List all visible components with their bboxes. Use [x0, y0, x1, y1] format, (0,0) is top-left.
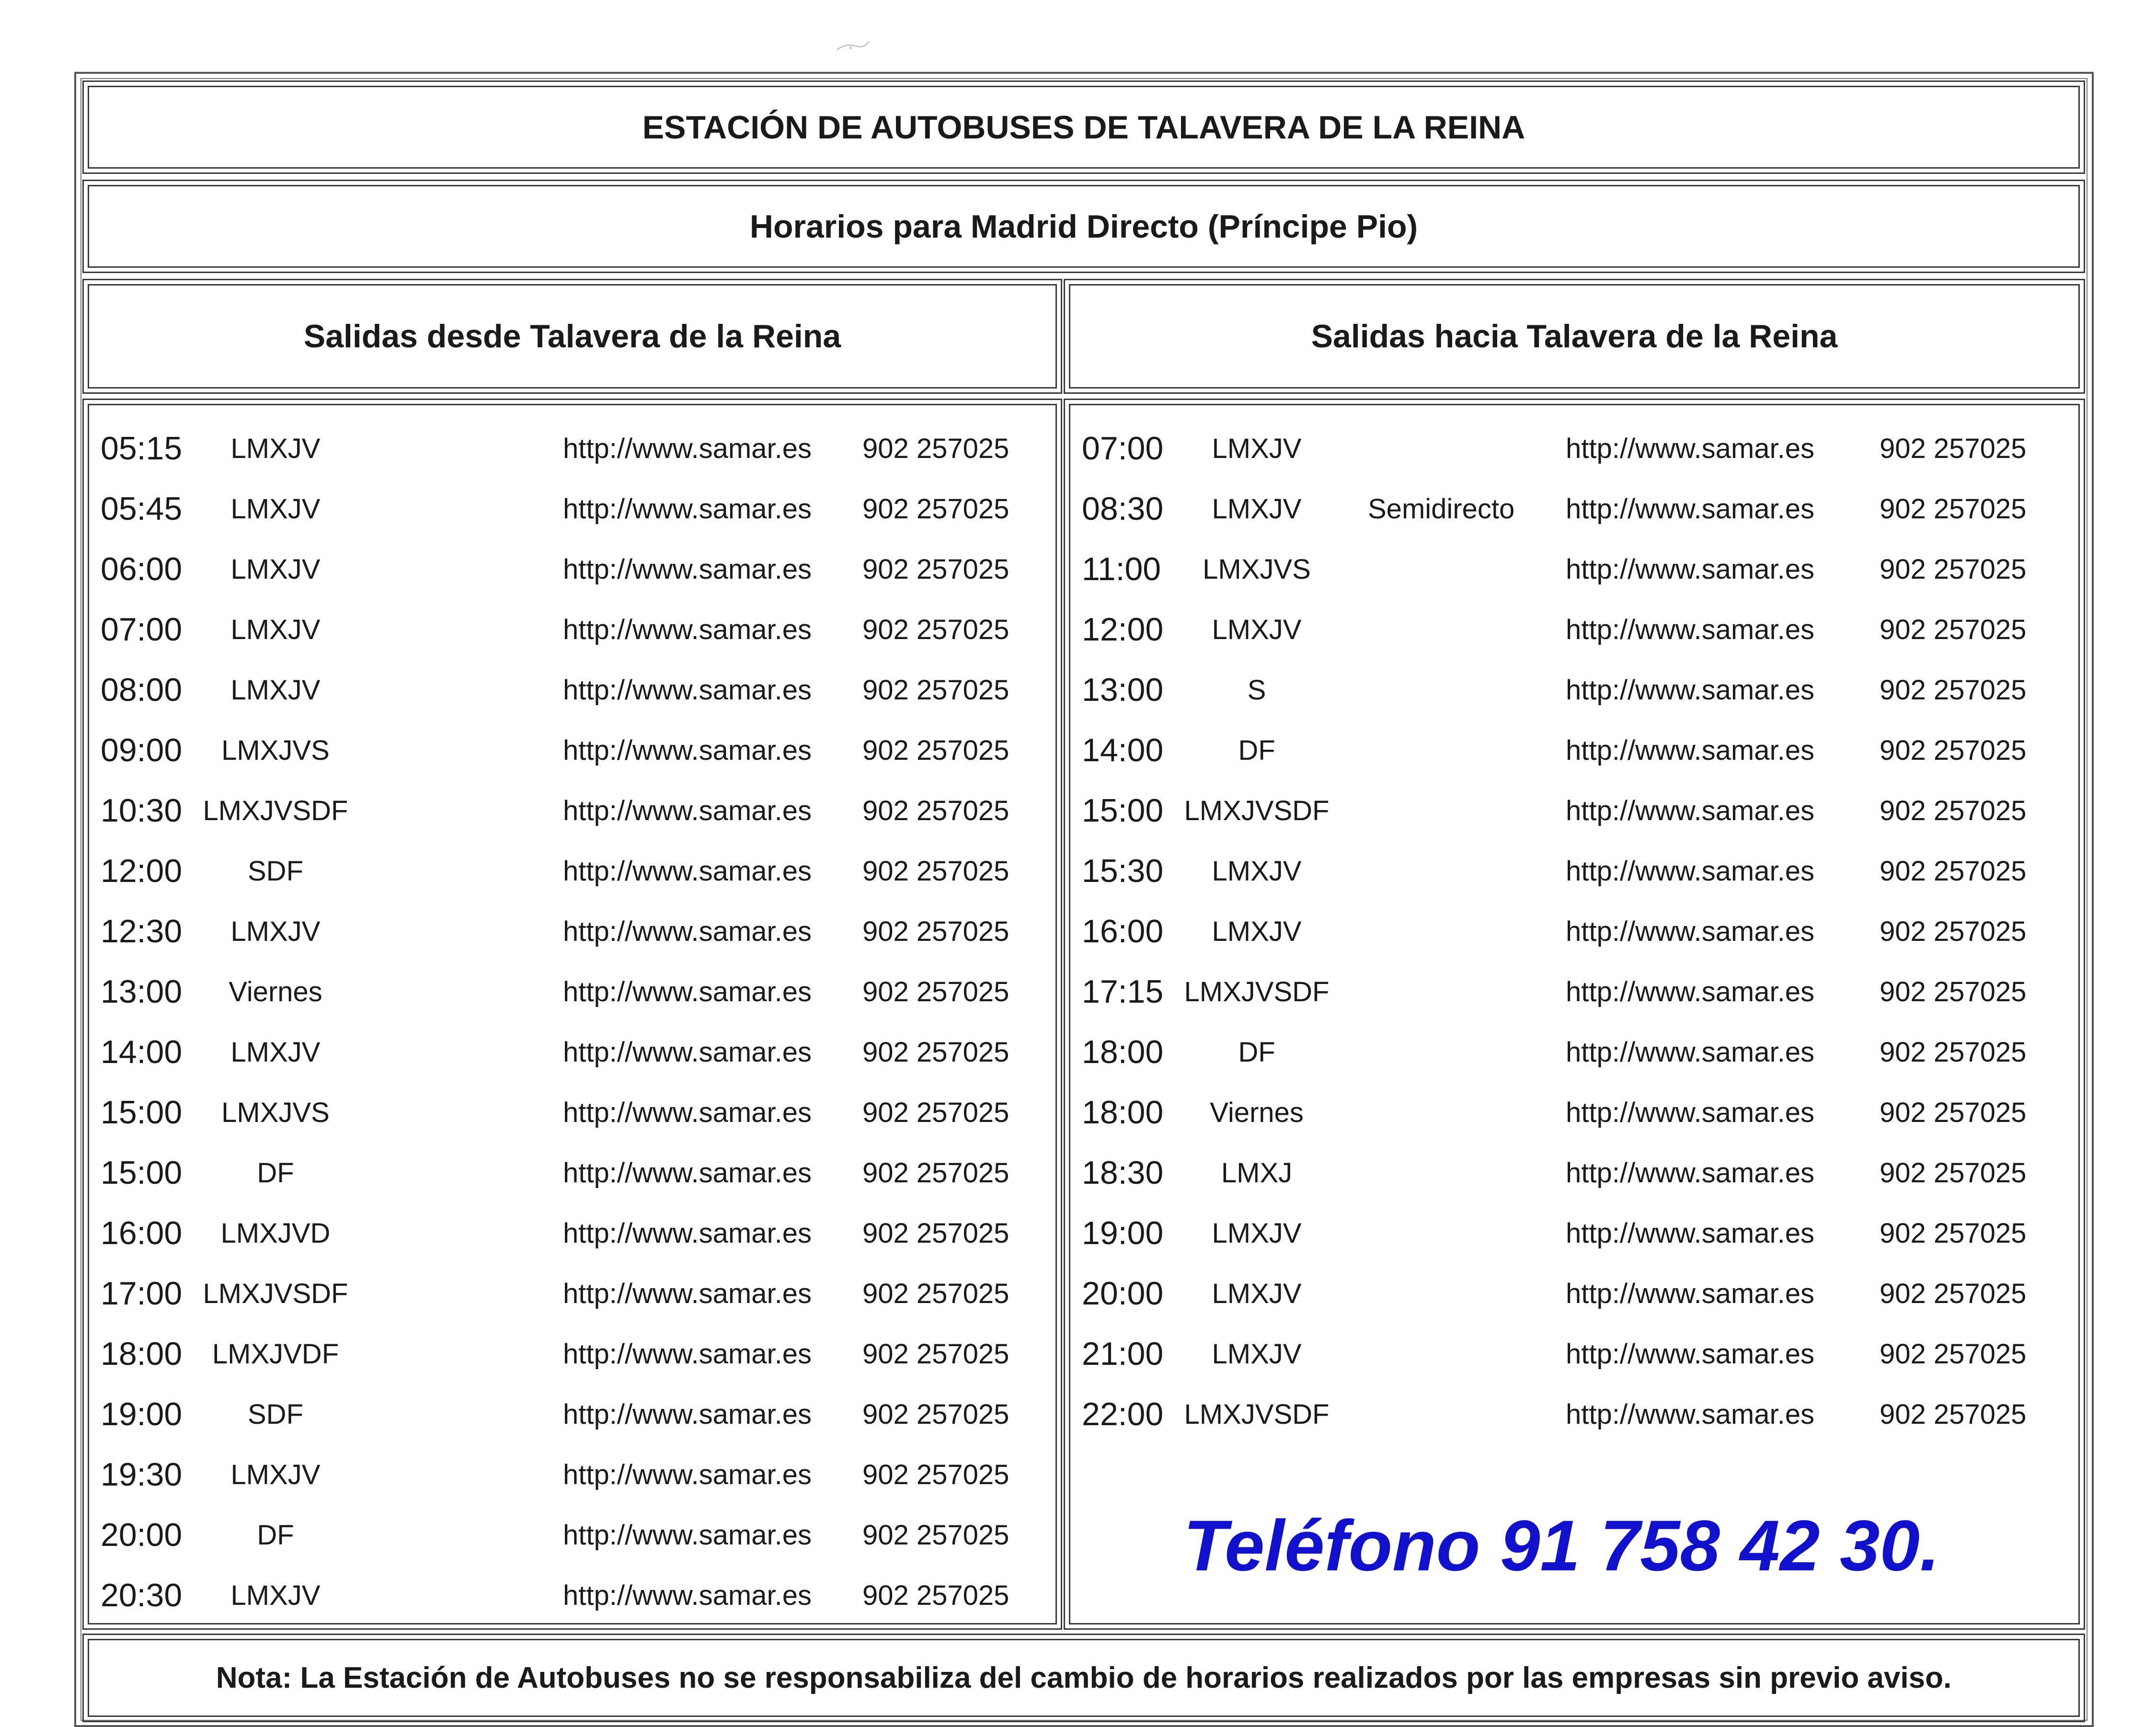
- service-days: LMXJVS: [1203, 553, 1311, 585]
- departure-time: 19:00: [1082, 1215, 1164, 1251]
- operator-url: http://www.samar.es: [1566, 1338, 1814, 1370]
- schedule-row: [1065, 1022, 2084, 1082]
- operator-url: http://www.samar.es: [1566, 493, 1814, 525]
- departure-time: 10:30: [101, 792, 183, 829]
- scan-speck-mark: [836, 39, 870, 53]
- service-days: LMXJVSDF: [203, 795, 348, 826]
- schedule-row: [84, 1565, 1061, 1625]
- departures-to-header: [1064, 279, 2085, 394]
- service-days: LMXJV: [1212, 1338, 1302, 1370]
- footer-note: Nota: La Estación de Autobuses no se responsabiliza del cambio de horarios realizados por las empresas sin previo aviso.: [216, 1661, 1952, 1694]
- schedule-row: [1065, 1143, 2084, 1203]
- departure-time: 18:30: [1082, 1155, 1164, 1191]
- service-days: LMXJVDF: [212, 1338, 339, 1370]
- departures-to-heading: Salidas hacia Talavera de la Reina: [1311, 318, 1838, 355]
- schedule-row: [1065, 1384, 2084, 1444]
- departure-time: 16:00: [101, 1215, 183, 1251]
- operator-url: http://www.samar.es: [1566, 1278, 1814, 1309]
- departure-time: 17:00: [101, 1275, 183, 1312]
- service-days: LMXJV: [1212, 915, 1302, 947]
- service-days: LMXJVSDF: [1184, 795, 1330, 826]
- operator-phone: 902 257025: [862, 1157, 1009, 1189]
- schedule-row: [84, 841, 1061, 901]
- operator-url: http://www.samar.es: [1566, 855, 1814, 887]
- service-days: LMXJVSDF: [203, 1278, 348, 1309]
- schedule-row: [84, 961, 1061, 1022]
- operator-url: http://www.samar.es: [563, 795, 812, 826]
- schedule-row: [1065, 599, 2084, 660]
- departures-from-table: [82, 399, 1062, 1630]
- schedule-row: [1065, 841, 2084, 901]
- departure-time: 09:00: [101, 732, 183, 768]
- footer-note-box: [82, 1634, 2085, 1722]
- departure-time: 11:00: [1082, 551, 1161, 587]
- departure-time: 20:00: [1082, 1275, 1164, 1312]
- departure-time: 07:00: [101, 611, 183, 648]
- route-subtitle: Horarios para Madrid Directo (Príncipe Pio): [749, 208, 1418, 245]
- operator-phone: 902 257025: [1880, 1036, 2027, 1068]
- operator-url: http://www.samar.es: [563, 553, 812, 585]
- service-days: Viernes: [1210, 1097, 1304, 1128]
- operator-url: http://www.samar.es: [1566, 1097, 1814, 1128]
- service-days: LMXJV: [230, 1459, 321, 1490]
- service-days: SDF: [248, 1398, 303, 1430]
- service-days: S: [1247, 674, 1266, 706]
- operator-phone: 902 257025: [1880, 493, 2027, 525]
- service-days: SDF: [248, 855, 303, 887]
- departure-time: 15:00: [101, 1155, 183, 1191]
- operator-phone: 902 257025: [862, 1097, 1009, 1128]
- station-phone-number: Teléfono 91 758 42 30.: [1183, 1505, 1940, 1586]
- operator-phone: 902 257025: [1880, 1217, 2027, 1249]
- operator-phone: 902 257025: [1880, 915, 2027, 947]
- service-days: LMXJVSDF: [1184, 976, 1330, 1007]
- operator-phone: 902 257025: [862, 795, 1009, 826]
- schedule-row: [84, 539, 1061, 599]
- schedule-row: [84, 1324, 1061, 1384]
- schedule-row: [1065, 901, 2084, 961]
- operator-url: http://www.samar.es: [563, 1278, 812, 1309]
- schedule-row: [1065, 479, 2084, 539]
- departure-time: 18:00: [101, 1336, 183, 1372]
- operator-url: http://www.samar.es: [563, 1579, 812, 1611]
- service-days: LMXJV: [1212, 855, 1302, 887]
- departures-from-heading: Salidas desde Talavera de la Reina: [303, 318, 841, 355]
- operator-url: http://www.samar.es: [1566, 614, 1814, 645]
- operator-phone: 902 257025: [862, 1338, 1009, 1370]
- operator-url: http://www.samar.es: [1566, 1217, 1814, 1249]
- schedule-row: [84, 599, 1061, 660]
- departures-to-table: [1064, 399, 2085, 1630]
- operator-url: http://www.samar.es: [563, 674, 812, 706]
- operator-phone: 902 257025: [862, 1278, 1009, 1309]
- operator-phone: 902 257025: [862, 855, 1009, 887]
- service-days: LMXJV: [230, 1579, 321, 1611]
- service-note: Semidirecto: [1368, 493, 1515, 525]
- operator-url: http://www.samar.es: [1566, 433, 1814, 464]
- departure-time: 17:15: [1082, 973, 1164, 1010]
- service-days: DF: [1238, 734, 1275, 766]
- service-days: LMXJVS: [221, 734, 330, 766]
- service-days: LMXJV: [1212, 433, 1302, 464]
- schedule-row: [84, 1082, 1061, 1143]
- operator-phone: 902 257025: [1880, 795, 2027, 826]
- service-days: LMXJV: [230, 614, 321, 645]
- operator-url: http://www.samar.es: [1566, 795, 1814, 826]
- schedule-row: [84, 418, 1061, 479]
- operator-phone: 902 257025: [1880, 1278, 2027, 1309]
- service-days: LMXJV: [1212, 1217, 1302, 1249]
- operator-url: http://www.samar.es: [1566, 1036, 1814, 1068]
- service-days: LMXJV: [230, 553, 321, 585]
- schedule-row: [1065, 1324, 2084, 1384]
- operator-url: http://www.samar.es: [563, 1519, 812, 1551]
- operator-phone: 902 257025: [1880, 976, 2027, 1007]
- operator-phone: 902 257025: [862, 674, 1009, 706]
- service-days: DF: [257, 1519, 294, 1551]
- schedule-row: [1065, 780, 2084, 841]
- departure-time: 12:30: [101, 913, 183, 949]
- schedule-row: [1065, 720, 2084, 780]
- operator-phone: 902 257025: [1880, 1097, 2027, 1128]
- operator-url: http://www.samar.es: [1566, 1398, 1814, 1430]
- departure-time: 14:00: [101, 1034, 183, 1070]
- departure-time: 15:00: [1082, 792, 1164, 829]
- service-days: LMXJV: [230, 915, 321, 947]
- operator-phone: 902 257025: [862, 1036, 1009, 1068]
- operator-phone: 902 257025: [862, 976, 1009, 1007]
- departure-time: 12:00: [101, 853, 183, 889]
- departure-time: 19:00: [101, 1396, 183, 1432]
- operator-phone: 902 257025: [1880, 553, 2027, 585]
- departure-time: 05:15: [101, 430, 183, 467]
- schedule-row: [84, 1143, 1061, 1203]
- service-days: LMXJV: [1212, 1278, 1302, 1309]
- operator-url: http://www.samar.es: [563, 1459, 812, 1490]
- operator-url: http://www.samar.es: [563, 614, 812, 645]
- departure-time: 13:00: [1082, 672, 1164, 708]
- station-title: ESTACIÓN DE AUTOBUSES DE TALAVERA DE LA REINA: [642, 109, 1525, 146]
- operator-phone: 902 257025: [1880, 855, 2027, 887]
- service-days: LMXJV: [1212, 614, 1302, 645]
- departure-time: 14:00: [1082, 732, 1164, 768]
- departure-time: 22:00: [1082, 1396, 1164, 1432]
- service-days: LMXJV: [230, 674, 321, 706]
- operator-phone: 902 257025: [862, 734, 1009, 766]
- departure-time: 07:00: [1082, 430, 1164, 467]
- schedule-row: [1065, 1263, 2084, 1324]
- departure-time: 08:00: [101, 672, 183, 708]
- schedule-row: [84, 1203, 1061, 1263]
- schedule-row: [84, 1384, 1061, 1444]
- departure-time: 16:00: [1082, 913, 1164, 949]
- service-days: DF: [257, 1157, 294, 1189]
- schedule-row: [1065, 539, 2084, 599]
- schedule-row: [1065, 1203, 2084, 1263]
- schedule-row: [84, 1444, 1061, 1505]
- departure-time: 12:00: [1082, 611, 1164, 648]
- operator-phone: 902 257025: [862, 1217, 1009, 1249]
- departure-time: 21:00: [1082, 1336, 1164, 1372]
- schedule-row: [1065, 1082, 2084, 1143]
- schedule-row: [84, 479, 1061, 539]
- operator-phone: 902 257025: [1880, 433, 2027, 464]
- departure-time: 05:45: [101, 491, 183, 527]
- schedule-row: [84, 720, 1061, 780]
- operator-phone: 902 257025: [1880, 614, 2027, 645]
- operator-phone: 902 257025: [862, 433, 1009, 464]
- departures-from-header: [82, 279, 1062, 394]
- operator-url: http://www.samar.es: [563, 976, 812, 1007]
- departure-time: 19:30: [101, 1456, 183, 1493]
- service-days: DF: [1238, 1036, 1275, 1068]
- departure-time: 20:30: [101, 1577, 183, 1613]
- schedule-row: [84, 901, 1061, 961]
- operator-phone: 902 257025: [1880, 1338, 2027, 1370]
- operator-url: http://www.samar.es: [1566, 1157, 1814, 1189]
- operator-url: http://www.samar.es: [563, 493, 812, 525]
- schedule-row: [84, 1022, 1061, 1082]
- operator-phone: 902 257025: [1880, 1157, 2027, 1189]
- operator-url: http://www.samar.es: [563, 734, 812, 766]
- operator-url: http://www.samar.es: [1566, 674, 1814, 706]
- departure-time: 20:00: [101, 1517, 183, 1553]
- operator-url: http://www.samar.es: [563, 1217, 812, 1249]
- schedule-row: [84, 1505, 1061, 1565]
- operator-phone: 902 257025: [862, 915, 1009, 947]
- operator-url: http://www.samar.es: [1566, 915, 1814, 947]
- operator-url: http://www.samar.es: [563, 1097, 812, 1128]
- service-days: LMXJVD: [220, 1217, 331, 1249]
- operator-url: http://www.samar.es: [563, 1036, 812, 1068]
- operator-url: http://www.samar.es: [563, 915, 812, 947]
- departure-time: 06:00: [101, 551, 183, 587]
- schedule-row: [1065, 660, 2084, 720]
- departure-time: 18:00: [1082, 1094, 1164, 1131]
- service-days: LMXJV: [1212, 493, 1302, 525]
- departure-time: 13:00: [101, 973, 183, 1010]
- schedule-row: [84, 660, 1061, 720]
- departure-time: 15:00: [101, 1094, 183, 1131]
- operator-phone: 902 257025: [862, 1398, 1009, 1430]
- service-days: LMXJV: [230, 493, 321, 525]
- operator-phone: 902 257025: [1880, 1398, 2027, 1430]
- operator-phone: 902 257025: [1880, 674, 2027, 706]
- operator-phone: 902 257025: [862, 553, 1009, 585]
- service-days: LMXJ: [1221, 1157, 1293, 1189]
- departure-time: 15:30: [1082, 853, 1164, 889]
- schedule-row: [1065, 418, 2084, 479]
- service-days: LMXJV: [230, 1036, 321, 1068]
- operator-phone: 902 257025: [862, 493, 1009, 525]
- route-subtitle-box: [82, 180, 2085, 273]
- operator-phone: 902 257025: [862, 1459, 1009, 1490]
- service-days: Viernes: [229, 976, 322, 1007]
- schedule-row: [84, 780, 1061, 841]
- schedule-row: [1065, 961, 2084, 1022]
- service-days: LMXJVSDF: [1184, 1398, 1330, 1430]
- operator-url: http://www.samar.es: [1566, 553, 1814, 585]
- service-days: LMXJV: [230, 433, 321, 464]
- operator-phone: 902 257025: [862, 1579, 1009, 1611]
- operator-url: http://www.samar.es: [563, 1398, 812, 1430]
- operator-url: http://www.samar.es: [563, 1157, 812, 1189]
- departure-time: 08:30: [1082, 491, 1164, 527]
- operator-phone: 902 257025: [862, 614, 1009, 645]
- operator-url: http://www.samar.es: [1566, 976, 1814, 1007]
- service-days: LMXJVS: [221, 1097, 330, 1128]
- station-title-box: [82, 80, 2085, 174]
- operator-url: http://www.samar.es: [563, 1338, 812, 1370]
- operator-url: http://www.samar.es: [1566, 734, 1814, 766]
- operator-url: http://www.samar.es: [563, 433, 812, 464]
- operator-phone: 902 257025: [1880, 734, 2027, 766]
- departure-time: 18:00: [1082, 1034, 1164, 1070]
- operator-url: http://www.samar.es: [563, 855, 812, 887]
- operator-phone: 902 257025: [862, 1519, 1009, 1551]
- schedule-row: [84, 1263, 1061, 1324]
